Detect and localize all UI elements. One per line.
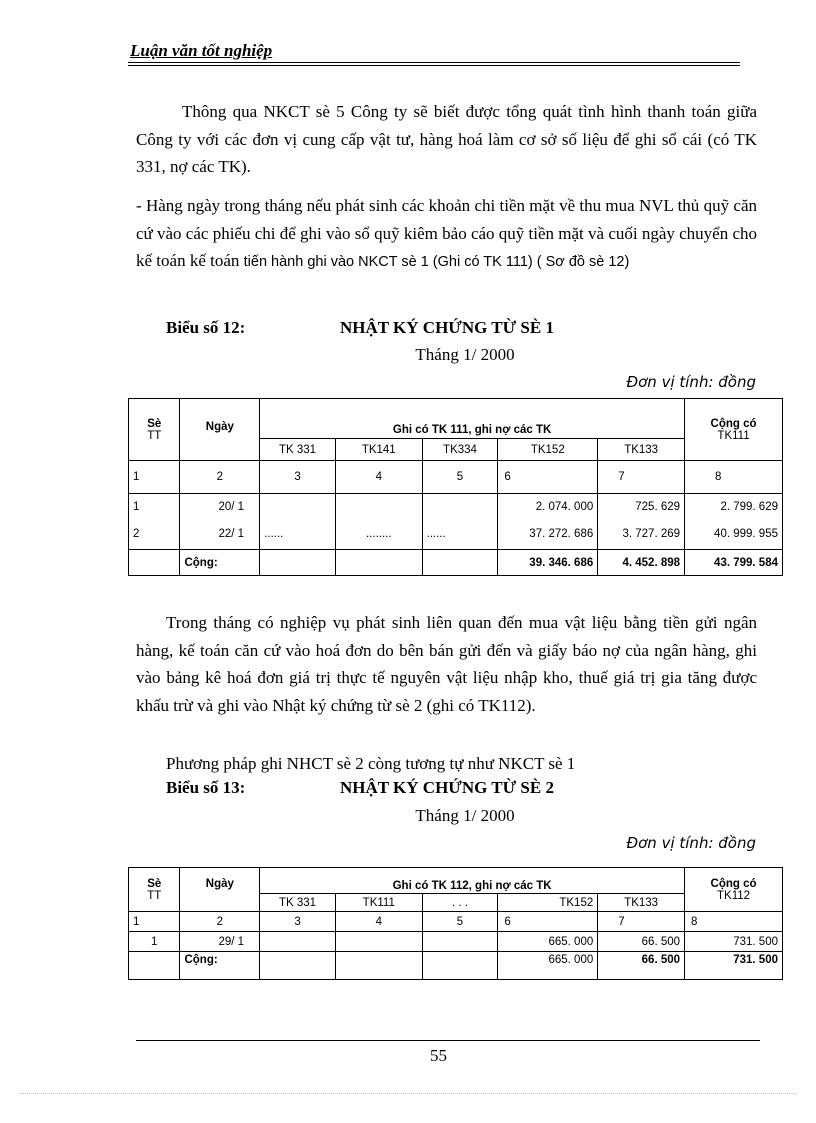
table2-head-no: Sè TT bbox=[129, 868, 180, 912]
footer-rule bbox=[136, 1040, 760, 1041]
header-rule bbox=[128, 62, 740, 63]
table1-caption-label: Biểu số 12: bbox=[166, 318, 246, 337]
table1-col-tk133: TK133 bbox=[598, 439, 685, 461]
table1-head-date: Ngày bbox=[180, 399, 260, 461]
table2-col-ellipsis: . . . bbox=[422, 894, 498, 912]
paragraph-method: Phương pháp ghi NHCT sè 2 còng tương tự như NKCT sè 1 bbox=[166, 754, 576, 773]
page-number: 55 bbox=[430, 1046, 447, 1065]
paragraph-cash-payments-main: - Hàng ngày trong tháng nếu phát sinh các khoản chi tiền mặt về thu mua NVL thủ quỹ căn cứ vào các phiếu chi để ghi vào sổ quỹ kiêm bảo cáo quỹ tiền mặt và cuối ngày chuyển cho kế toán kế toán bbox=[136, 196, 758, 270]
table2-col-tk152: TK152 bbox=[498, 894, 598, 912]
table1-head-group: Ghi có TK 111, ghi nợ các TK bbox=[260, 399, 685, 439]
table2-caption-title: NHẬT KÝ CHỨNG TỪ SÈ 2 bbox=[340, 778, 554, 797]
paragraph-cash-payments bbox=[136, 192, 757, 277]
table2-caption-label: Biểu số 13: bbox=[166, 778, 246, 797]
table1-col-tk152: TK152 bbox=[498, 439, 598, 461]
paragraph-bank-deposit: Trong tháng có nghiệp vụ phát sinh liên quan đến mua vật liệu bằng tiền gửi ngân hàng, kế toán căn cứ vào hoá đơn do bên bán gửi đến và giấy báo nợ của ngân hàng, ghi vào bảng kê hoá đơn giá trị thực tế nguyên vật liệu nhập kho, thuế giá trị gia tăng được khấu trừ và ghi vào Nhật ký chứng từ sè 2 (ghi có TK112). bbox=[136, 613, 757, 715]
table2-index-row: 1 2 3 4 5 6 7 8 bbox=[129, 912, 783, 932]
table2-month: Tháng 1/ 2000 bbox=[415, 806, 515, 825]
journal-table-2 bbox=[128, 867, 783, 980]
table2-head-total: Cộng có TK112 bbox=[685, 868, 783, 912]
table2-col-tk331: TK 331 bbox=[260, 894, 336, 912]
paragraph-cash-payments-tail: tiến hành ghi vào NKCT sè 1 (Ghi có TK 111) ( Sơ đồ sè 12) bbox=[243, 254, 630, 270]
table1-unit: Đơn vị tính: đồng bbox=[626, 373, 756, 391]
header-rule-double bbox=[128, 65, 740, 66]
table1-month: Tháng 1/ 2000 bbox=[415, 345, 515, 364]
table1-index-row: 1 2 3 4 5 6 7 8 bbox=[129, 461, 783, 494]
running-header-title: Luận văn tốt nghiệp bbox=[130, 41, 273, 60]
table1-col-tk331: TK 331 bbox=[260, 439, 336, 461]
table1-sum-row: Cộng: 39. 346. 686 4. 452. 898 43. 799. 584 bbox=[129, 550, 783, 576]
table2-col-tk111: TK111 bbox=[335, 894, 422, 912]
table2-col-tk133: TK133 bbox=[598, 894, 685, 912]
table-row: 2 22/ 1 ...... ........ ...... 37. 272. 686 3. 727. 269 40. 999. 955 bbox=[129, 520, 783, 550]
journal-table-1 bbox=[128, 398, 783, 576]
table2-unit: Đơn vị tính: đồng bbox=[626, 834, 756, 852]
table2-head-group: Ghi có TK 112, ghi nợ các TK bbox=[260, 868, 685, 894]
table1-head-no: Sè TT bbox=[129, 399, 180, 461]
table2-sum-row: Cộng: 665. 000 66. 500 731. 500 bbox=[129, 952, 783, 980]
table1-col-tk334: TK334 bbox=[422, 439, 498, 461]
table1-head-total: Cộng có TK111 bbox=[685, 399, 783, 461]
table2-head-date: Ngày bbox=[180, 868, 260, 912]
table1-col-tk141: TK141 bbox=[335, 439, 422, 461]
table-row: 1 29/ 1 665. 000 66. 500 731. 500 bbox=[129, 932, 783, 952]
table-row: 1 20/ 1 2. 074. 000 725. 629 2. 799. 629 bbox=[129, 494, 783, 520]
page-bottom-dotted-line bbox=[20, 1093, 796, 1094]
table1-caption-title: NHẬT KÝ CHỨNG TỪ SÈ 1 bbox=[340, 318, 554, 337]
paragraph-nkct5: Thông qua NKCT sè 5 Công ty sẽ biết được tổng quát tình hình thanh toán giữa Công ty với các đơn vị cung cấp vật tư, hàng hoá làm cơ sở số liệu để ghi sổ cái (có TK 331, nợ các TK). bbox=[136, 102, 757, 176]
